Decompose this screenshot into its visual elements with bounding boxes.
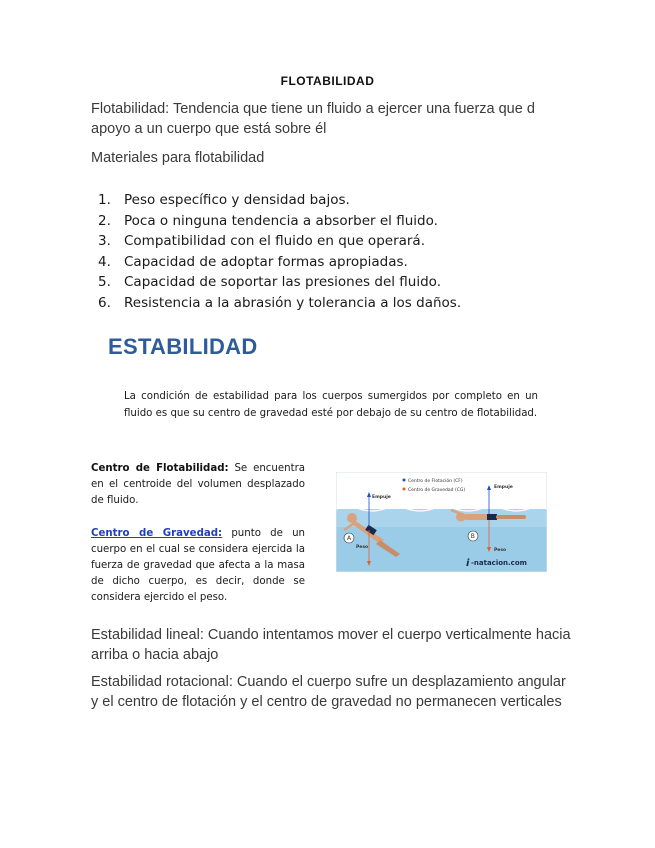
watermark-site: -natacion.com: [471, 559, 527, 567]
watermark-i: i: [466, 558, 470, 569]
stability-heading: ESTABILIDAD: [108, 334, 258, 359]
buoyancy-center-definition: Centro de Flotabilidad: Se encuentra en el centroide del volumen desplazado de fluido.: [91, 463, 305, 506]
legend-cg-label: Centro de Gravedad (CG): [408, 488, 466, 493]
page-title: FLOTABILIDAD: [280, 74, 375, 88]
list-item: 2. Poca o ninguna tendencia a absorber el fluido.: [98, 212, 438, 229]
buoyancy-center-term: Centro de Flotabilidad:: [91, 463, 229, 474]
marker-a: A: [347, 535, 352, 542]
materials-heading: Materiales para flotabilidad: [91, 150, 265, 166]
gravity-center-definition: Centro de Gravedad: punto de un cuerpo en el cual se considera ejercida la fuerza de gravedad que afecta a la masa de dicho cuerpo, es decir, donde se considera ejercido el peso.: [91, 528, 305, 603]
materials-list: [98, 190, 461, 313]
floating-body-diagram: [336, 472, 547, 572]
empuje-label-b: Empuje: [494, 485, 513, 490]
list-item: 3. Compatibilidad con el fluido en que operará.: [98, 233, 426, 249]
peso-label-a: Peso: [356, 545, 369, 550]
cf-legend-dot: [403, 479, 406, 482]
linear-stability-paragraph: Estabilidad lineal: Cuando intentamos mover el cuerpo verticalmente hacia arriba o hacia abajo: [91, 627, 571, 663]
list-item: 5. Capacidad de soportar las presiones del fluido.: [98, 274, 441, 290]
cg-legend-dot: [403, 488, 406, 491]
peso-label-b: Peso: [494, 548, 507, 553]
stability-condition: La condición de estabilidad para los cuerpos sumergidos por completo en un fluido es que su centro de gravedad esté por debajo de su centro de flotabilidad.: [124, 391, 538, 419]
intro-paragraph: Flotabilidad: Tendencia que tiene un fluido a ejercer una fuerza que d apoyo a un cuerpo que está sobre él: [91, 101, 535, 137]
list-item: 1. Peso específico y densidad bajos.: [98, 192, 350, 208]
gravity-center-link[interactable]: Centro de Gravedad:: [91, 528, 223, 539]
rotational-stability-paragraph: Estabilidad rotacional: Cuando el cuerpo sufre un desplazamiento angular y el centro de flotación y el centro de gravedad no permanecen verticales: [91, 674, 566, 710]
list-item: 6. Resistencia a la abrasión y tolerancia a los daños.: [98, 294, 462, 311]
list-item: 4. Capacidad de adoptar formas apropiadas.: [98, 253, 408, 270]
legend-cf-label: Centro de Flotación (CF): [408, 479, 463, 484]
marker-b: B: [470, 533, 475, 541]
empuje-label-a: Empuje: [372, 495, 391, 500]
